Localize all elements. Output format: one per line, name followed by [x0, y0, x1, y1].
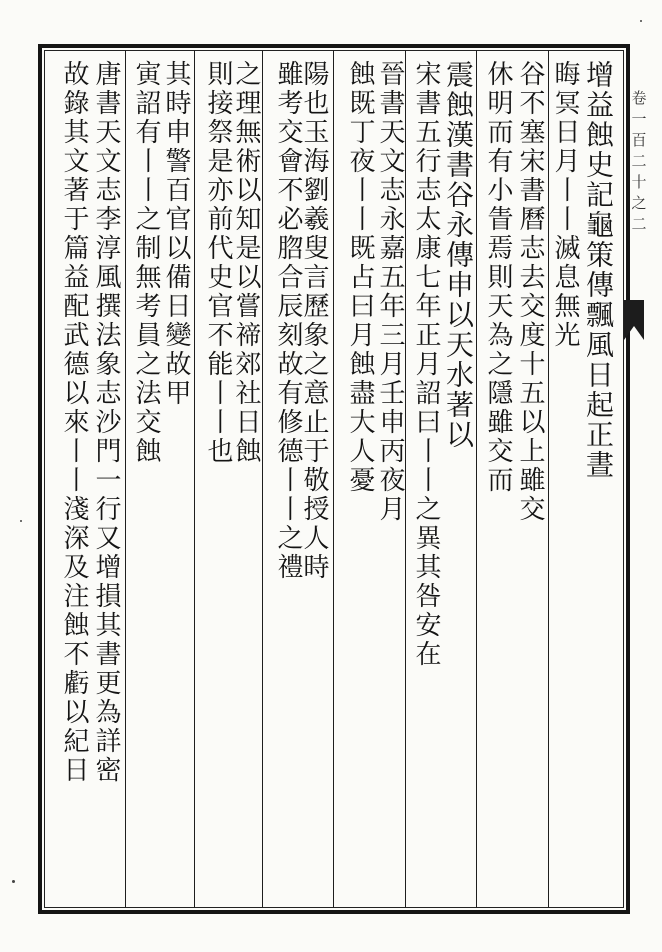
margin-label: 卷一百二十之二 — [629, 90, 648, 237]
text-column-5: 震蝕漢書谷永傳申以天水著以 — [442, 60, 475, 450]
text-column-2: 晦冥日月丨丨滅息無光 — [550, 60, 580, 350]
text-column-8: 蝕既丁夜丨丨既占曰月蝕盡大人憂 — [345, 60, 375, 495]
text-column-11: 之理無術以知是以嘗禘郊社日蝕 — [231, 60, 261, 466]
text-column-6: 宋書五行志太康七年正月詔曰丨丨之異其咎安在 — [411, 60, 441, 669]
text-column-9: 陽也玉海劉羲叟言歷象之意止于敬授人時 — [299, 60, 329, 582]
text-column-4: 休明而有小眚焉則天為之隱雖交而 — [483, 60, 513, 495]
text-column-13: 其時申警百官以備日變故甲 — [161, 60, 191, 408]
text-column-15: 唐書天文志李淳風撰法象志沙門一行又增損其書更為詳密 — [91, 60, 121, 785]
text-column-7: 晉書天文志永嘉五年三月壬申丙夜月 — [375, 60, 405, 524]
paper-speck — [640, 20, 642, 22]
text-column-16: 故錄其文著于篇益配武德以來丨丨淺深及注蝕不虧以紀日 — [59, 60, 89, 785]
text-column-14: 寅詔有丨丨之制無考員之法交蝕 — [131, 60, 161, 466]
paper-speck — [12, 880, 15, 883]
text-column-10: 雖考交會不必脗合辰刻故有修德丨丨之禮 — [273, 60, 303, 582]
paper-speck — [20, 520, 22, 522]
text-column-12: 則接祭是亦前代史官不能丨丨也 — [203, 60, 233, 466]
text-column-1: 增益蝕史記龜策傳飄風日起正晝 — [582, 60, 615, 480]
text-column-3: 谷不塞宋書曆志去交度十五以上雖交 — [515, 60, 545, 524]
